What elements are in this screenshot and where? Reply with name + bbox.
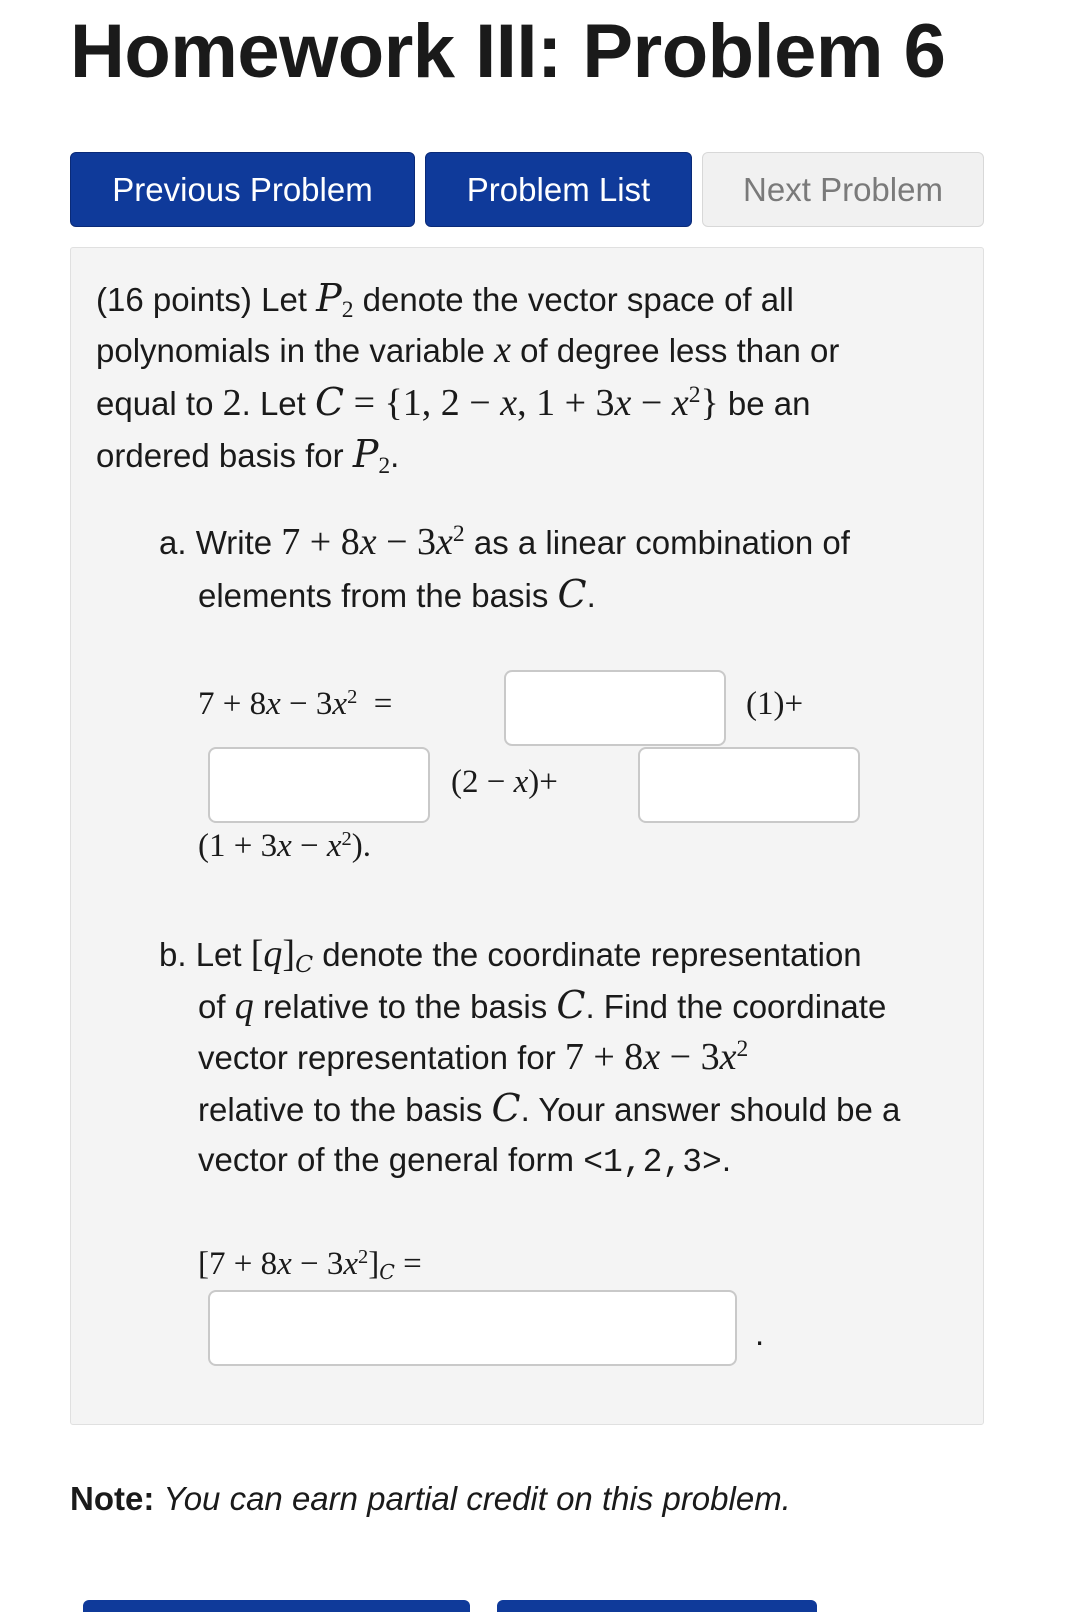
note-text: You can earn partial credit on this problem. [163,1480,791,1517]
part-a-line-1: a. Write $7 + 8x - 3x^2$ as a linear combination of [159,521,850,563]
math-C: C [557,572,587,616]
check-button-partial[interactable] [497,1600,817,1612]
submit-button-partial[interactable] [83,1600,470,1612]
math-term-3: $(1 + 3x - x^2)$. [198,827,372,864]
math-P2: $P_2$ [316,276,354,323]
math-basis-C: C = {1, 2 − x, $1 + 3x - x^2$} [315,380,719,424]
math-q: q [234,985,254,1027]
intro-line-3: equal to 2. Let C = {1, 2 − x, $1 + 3x - x^2$} be an [96,380,811,424]
part-b-line-1: b. Let $[q]_C$ denote the coordinate representation [159,933,862,978]
page-title: Homework III: Problem 6 [70,9,946,94]
math-P2: $P_2$ [352,432,391,479]
math-q-coord: $[q]_C$ [250,933,314,978]
example-vector: <1,2,3> [583,1144,722,1181]
math-equation-lhs: $7 + 8x - 3x^2$ = [198,685,393,722]
problem-panel [70,247,984,1425]
math-coord-equation: $[7 + 8x - 3x^2]_C$ = [198,1245,422,1285]
previous-problem-button[interactable]: Previous Problem [70,152,415,227]
coordinate-vector-input[interactable] [208,1290,737,1366]
part-a-line-2: elements from the basis C. [198,572,596,616]
math-C: C [556,983,586,1027]
part-a-label: a. [159,524,187,561]
part-b-line-5: vector of the general form <1,2,3>. [198,1141,731,1181]
coefficient-1-input[interactable] [504,670,726,746]
math-term-1: (1)+ [746,686,804,722]
points-label: (16 points) [96,281,252,318]
math-polynomial: $7 + 8x - 3x^2$ [281,521,465,563]
intro-line-1: (16 points) Let $P_2$ denote the vector space of all [96,276,794,323]
coefficient-3-input[interactable] [638,747,860,823]
math-term-2: (2 − x)+ [451,764,558,800]
coefficient-2-input[interactable] [208,747,430,823]
part-b-line-4: relative to the basis C. Your answer should be a [198,1086,901,1130]
problem-list-button[interactable]: Problem List [425,152,692,227]
part-b-line-3: vector representation for $7 + 8x - 3x^2$ [198,1036,749,1078]
part-b-line-2: of q relative to the basis C. Find the coordinate [198,983,887,1027]
math-C: C [491,1086,521,1130]
intro-line-4: ordered basis for $P_2$. [96,432,400,479]
intro-line-2: polynomials in the variable x of degree less than or [96,329,840,371]
math-polynomial: $7 + 8x - 3x^2$ [564,1036,749,1078]
math-x: x [494,329,511,371]
math-2: 2 [222,382,242,424]
note-label: Note: [70,1480,155,1517]
next-problem-button[interactable]: Next Problem [702,152,984,227]
note [70,1480,791,1518]
part-b-label: b. [159,936,187,973]
trailing-period: . [755,1315,765,1352]
